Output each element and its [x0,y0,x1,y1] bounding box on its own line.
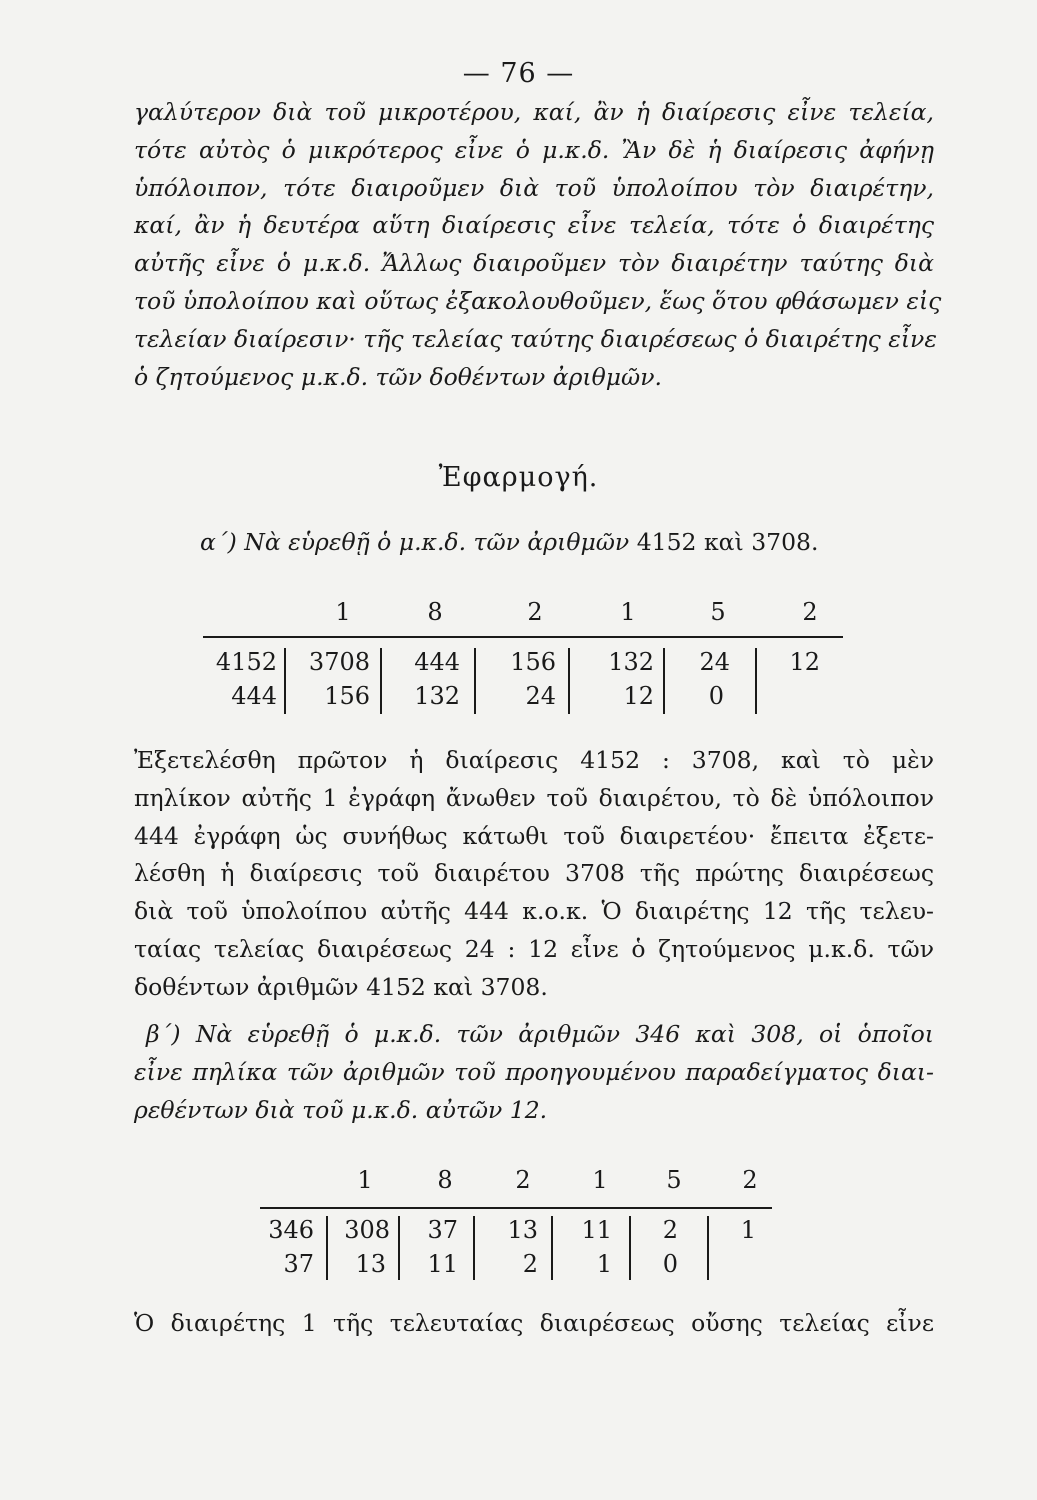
paragraph-explanation [134,742,934,1007]
column-bar [473,1216,475,1280]
dividend: 11 [581,1216,612,1244]
page-number: — 76 — [462,58,575,89]
text-line: 444 ἐγράφη ὡς συνήθως κάτωθι τοῦ διαιρετέου· ἔπειτα ἐξετε- [134,821,934,850]
example-a-numbers: 4152 καὶ 3708. [636,528,819,556]
remainder: 24 [525,682,556,710]
column-bar [474,648,476,714]
quotient: 8 [427,598,443,626]
dividend: 444 [414,648,460,676]
column-bar [380,648,382,714]
quotient: 5 [710,598,726,626]
remainder: 2 [522,1250,538,1278]
remainder: 0 [662,1250,678,1278]
text-line: ρεθέντων διὰ τοῦ μ.κ.δ. αὐτῶν 12. [134,1095,548,1124]
remainder: 11 [427,1250,458,1278]
column-bar [629,1216,631,1280]
remainder: 12 [623,682,654,710]
dividend: 24 [699,648,730,676]
text-line: Ἐξετελέσθη πρῶτον ἡ διαίρεσις 4152 : 3708, καὶ τὸ μὲν [134,746,934,774]
text-line: διὰ τοῦ ὑπολοίπου αὐτῆς 444 κ.ο.κ. Ὁ διαιρέτης 12 τῆς τελευ- [134,897,934,926]
text-line: αὐτῆς εἶνε ὁ μ.κ.δ. Ἄλλως διαιροῦμεν τὸν διαιρέτην ταύτης διὰ [134,249,934,278]
text-line: ὑπόλοιπον, τότε διαιροῦμεν διὰ τοῦ ὑπολοίπου τὸν διαιρέτην, [134,173,934,202]
remainder: 37 [283,1250,314,1278]
text-line: τελείαν διαίρεσιν· τῆς τελείας ταύτης διαιρέσεως ὁ διαιρέτης εἶνε [134,324,937,353]
text-line: Ὁ διαιρέτης 1 τῆς τελευταίας διαιρέσεως οὔσης τελείας εἶνε [134,1309,934,1337]
quotient: 2 [802,598,818,626]
table-rule [203,636,843,638]
example-a-label: α΄) Νὰ εὑρεθῇ ὁ μ.κ.δ. τῶν ἀριθμῶν [200,528,630,556]
quotient: 2 [742,1166,758,1194]
column-bar [568,648,570,714]
dividend: 346 [268,1216,314,1244]
remainder: 1 [596,1250,612,1278]
dividend: 2 [662,1216,678,1244]
text-line: ὁ ζητούμενος μ.κ.δ. τῶν δοθέντων ἀριθμῶν. [134,362,662,391]
column-bar [398,1216,400,1280]
quotient: 5 [666,1166,682,1194]
text-line: γαλύτερον διὰ τοῦ μικροτέρου, καί, ἂν ἡ διαίρεσις εἶνε τελεία, [134,98,934,126]
dividend: 156 [510,648,556,676]
remainder: 0 [708,682,724,710]
remainder: 13 [355,1250,386,1278]
quotient: 2 [515,1166,531,1194]
example-b [134,1016,934,1129]
remainder: 156 [324,682,370,710]
text-line: τοῦ ὑπολοίπου καὶ οὕτως ἐξακολουθοῦμεν, ἕως ὅτου φθάσωμεν εἰς [134,286,942,315]
paragraph-final [134,1305,934,1343]
column-bar [551,1216,553,1280]
quotient: 1 [357,1166,373,1194]
column-bar [707,1216,709,1280]
text-line: εἶνε πηλίκα τῶν ἀριθμῶν τοῦ προηγουμένου παραδείγματος διαι- [134,1057,934,1086]
example-a [200,528,818,556]
dividend: 308 [344,1216,390,1244]
column-bar [663,648,665,714]
dividend: 3708 [308,648,370,676]
dividend: 13 [507,1216,538,1244]
quotient: 1 [335,598,351,626]
text-line: καί, ἂν ἡ δευτέρα αὕτη διαίρεσις εἶνε τελεία, τότε ὁ διαιρέτης [134,211,934,240]
text-line: β΄) Νὰ εὑρεθῇ ὁ μ.κ.δ. τῶν ἀριθμῶν 346 καὶ 308, οἱ ὁποῖοι [146,1020,934,1048]
column-bar [755,648,757,714]
table-rule [260,1207,772,1209]
text-line: ταίας τελείας διαιρέσεως 24 : 12 εἶνε ὁ ζητούμενος μ.κ.δ. τῶν [134,934,934,963]
section-heading: Ἐφαρμογή. [438,462,599,493]
quotient: 8 [437,1166,453,1194]
text-line: τότε αὐτὸς ὁ μικρότερος εἶνε ὁ μ.κ.δ. Ἂν δὲ ἡ διαίρεσις ἀφήνῃ [134,135,934,164]
text-line: πηλίκον αὐτῆς 1 ἐγράφη ἄνωθεν τοῦ διαιρέτου, τὸ δὲ ὑπόλοιπον [134,783,934,812]
quotient: 2 [527,598,543,626]
quotient: 1 [620,598,636,626]
remainder: 132 [414,682,460,710]
dividend: 4152 [215,648,277,676]
quotient: 1 [592,1166,608,1194]
column-bar [326,1216,328,1280]
column-bar [284,648,286,714]
text-line: λέσθη ἡ διαίρεσις τοῦ διαιρέτου 3708 τῆς πρώτης διαιρέσεως [134,859,934,888]
dividend: 132 [608,648,654,676]
paragraph-intro [134,94,942,396]
dividend: 37 [427,1216,458,1244]
remainder: 444 [231,682,277,710]
dividend: 12 [789,648,820,676]
dividend: 1 [740,1216,756,1244]
text-line: δοθέντων ἀριθμῶν 4152 καὶ 3708. [134,972,548,1001]
